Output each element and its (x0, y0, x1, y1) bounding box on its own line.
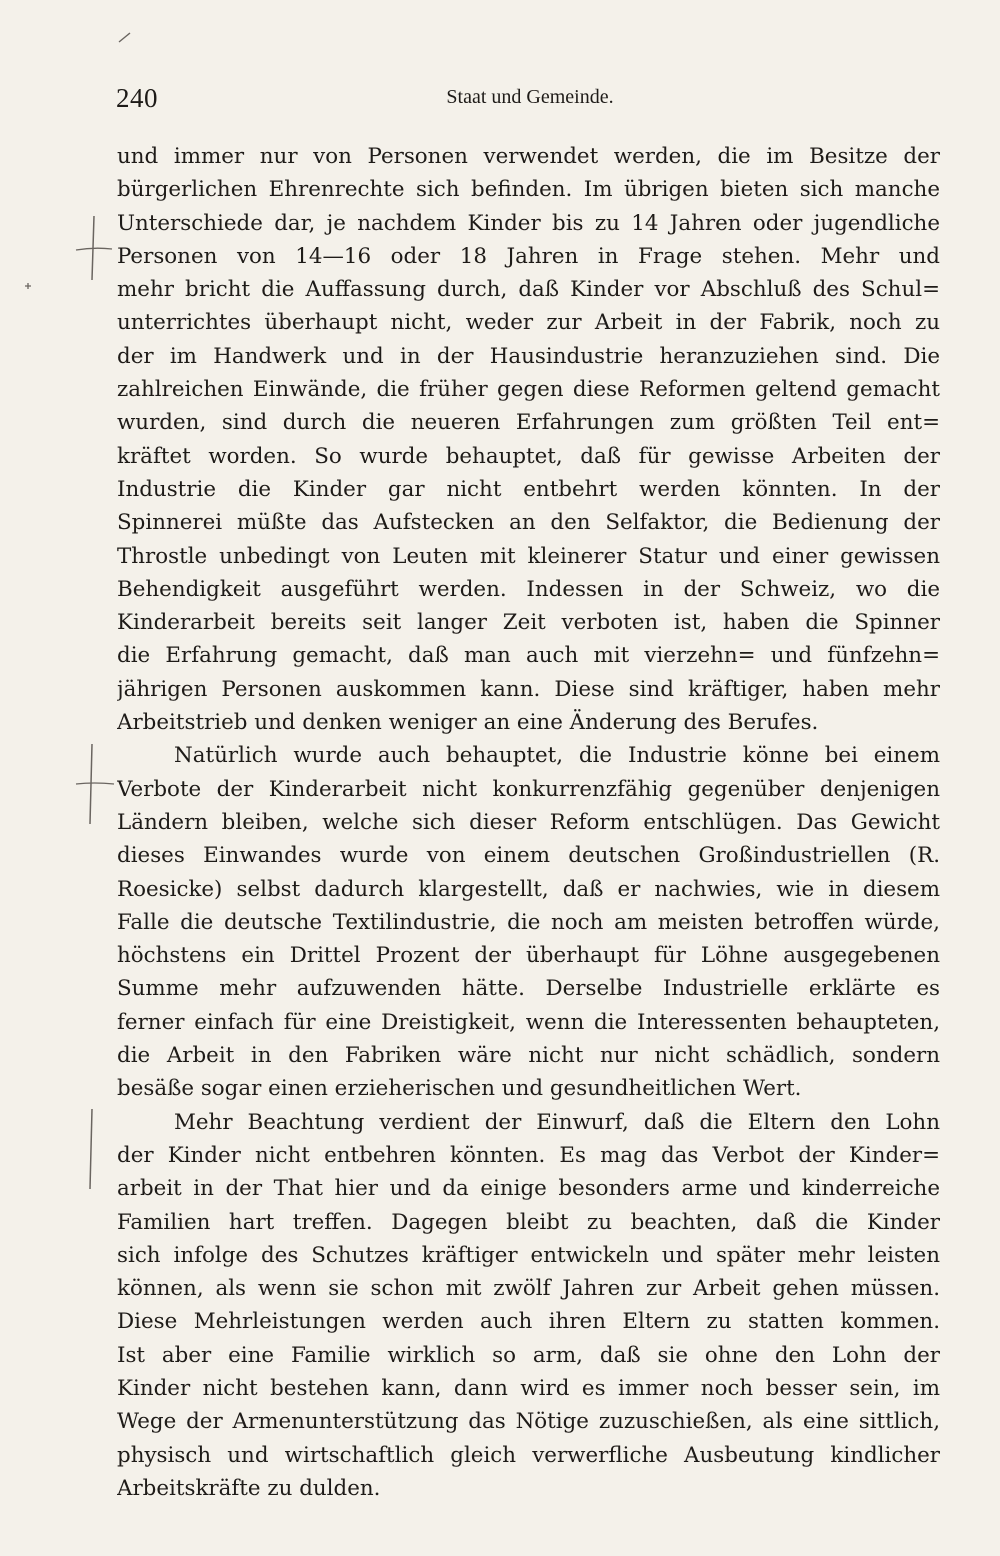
text-line: Natürlich wurde auch behauptet, die Industrie könne bei einem (174, 743, 940, 769)
running-head: Staat und Gemeinde. (446, 86, 614, 108)
pencil-cross-mark-2 (70, 740, 120, 830)
text-line: wurden, sind durch die neueren Erfahrungen zum größten Teil ent= (117, 410, 940, 436)
pencil-cross-mark-1 (70, 210, 120, 290)
text-line: Familien hart treffen. Dagegen bleibt zu beachten, daß die Kinder (117, 1209, 940, 1235)
pencil-tick-mark (116, 28, 136, 48)
text-line: Spinnerei müßte das Aufstecken an den Selfaktor, die Bedienung der (117, 510, 940, 536)
text-line: Throstle unbedingt von Leuten mit kleinerer Statur und einer gewissen (117, 543, 940, 569)
page-number: 240 (116, 83, 158, 113)
text-line: Roesicke) selbst dadurch klargestellt, daß er nachwies, wie in diesem (117, 876, 940, 902)
text-line: Kinderarbeit bereits seit langer Zeit verboten ist, haben die Spinner (117, 610, 940, 636)
text-line: bürgerlichen Ehrenrechte sich befinden. Im übrigen bieten sich manche (117, 177, 940, 203)
text-line: physisch und wirtschaftlich gleich verwerfliche Ausbeutung kindlicher (117, 1442, 940, 1468)
text-line: kräftet worden. So wurde behauptet, daß für gewisse Arbeiten der (117, 443, 940, 469)
text-line: der Kinder nicht entbehren könnten. Es mag das Verbot der Kinder= (117, 1142, 940, 1168)
text-line: Personen von 14—16 oder 18 Jahren in Frage stehen. Mehr und (117, 243, 940, 269)
text-line: arbeit in der That hier und da einige besonders arme und kinderreiche (117, 1176, 940, 1202)
text-line: Ländern bleiben, welche sich dieser Reform entschlügen. Das Gewicht (117, 809, 940, 835)
text-line: Kinder nicht bestehen kann, dann wird es immer noch besser sein, im (117, 1375, 940, 1401)
text-line: Verbote der Kinderarbeit nicht konkurrenzfähig gegenüber denjenigen (117, 776, 940, 802)
text-line: Industrie die Kinder gar nicht entbehrt werden könnten. In der (117, 476, 940, 502)
text-line: der im Handwerk und in der Hausindustrie heranzuziehen sind. Die (117, 343, 940, 369)
text-line: mehr bricht die Auffassung durch, daß Kinder vor Abschluß des Schul= (117, 277, 940, 303)
text-line: Behendigkeit ausgeführt werden. Indessen in der Schweiz, wo die (117, 576, 940, 602)
text-line: Falle die deutsche Textilindustrie, die noch am meisten betroffen würde, (117, 909, 940, 935)
text-line: die Erfahrung gemacht, daß man auch mit vierzehn= und fünfzehn= (117, 643, 940, 669)
text-line: jährigen Personen auskommen kann. Diese sind kräftiger, haben mehr (117, 676, 940, 702)
text-line: die Arbeit in den Fabriken wäre nicht nur nicht schädlich, sondern (117, 1043, 940, 1069)
text-line: Arbeitstrieb und denken weniger an eine Änderung des Berufes. (117, 710, 819, 736)
text-line: Wege der Armenunterstützung das Nötige zuzuschießen, als eine sittlich, (117, 1409, 940, 1435)
text-line: Summe mehr aufzuwenden hätte. Derselbe Industrielle erklärte es (117, 976, 940, 1002)
text-line: zahlreichen Einwände, die früher gegen diese Reformen geltend gemacht (117, 377, 940, 403)
text-line: und immer nur von Personen verwendet werden, die im Besitze der (117, 144, 940, 169)
text-line: Ist aber eine Familie wirklich so arm, daß sie ohne den Lohn der (117, 1342, 940, 1368)
text-line: besäße sogar einen erzieherischen und gesundheitlichen Wert. (117, 1076, 802, 1102)
text-line: Unterschiede dar, je nachdem Kinder bis zu 14 Jahren oder jugendliche (117, 210, 940, 236)
text-line: sich infolge des Schutzes kräftiger entwickeln und später mehr leisten (117, 1242, 940, 1268)
text-line: Arbeitskräfte zu dulden. (117, 1475, 381, 1501)
pencil-bracket-mark (84, 1105, 108, 1195)
text-line: unterrichtes überhaupt nicht, weder zur Arbeit in der Fabrik, noch zu (117, 310, 940, 336)
text-line: Mehr Beachtung verdient der Einwurf, daß die Eltern den Lohn (174, 1109, 940, 1135)
text-line: Diese Mehrleistungen werden auch ihren Eltern zu statten kommen. (117, 1309, 940, 1335)
text-line: ferner einfach für eine Dreistigkeit, wenn die Interessenten behaupteten, (117, 1009, 940, 1035)
text-line: höchstens ein Drittel Prozent der überhaupt für Löhne ausgegebenen (117, 943, 940, 969)
body-text (117, 140, 940, 1505)
text-line: dieses Einwandes wurde von einem deutschen Großindustriellen (R. (117, 843, 940, 869)
text-line: können, als wenn sie schon mit zwölf Jahren zur Arbeit gehen müssen. (117, 1276, 940, 1302)
pencil-dot-mark (22, 280, 34, 292)
